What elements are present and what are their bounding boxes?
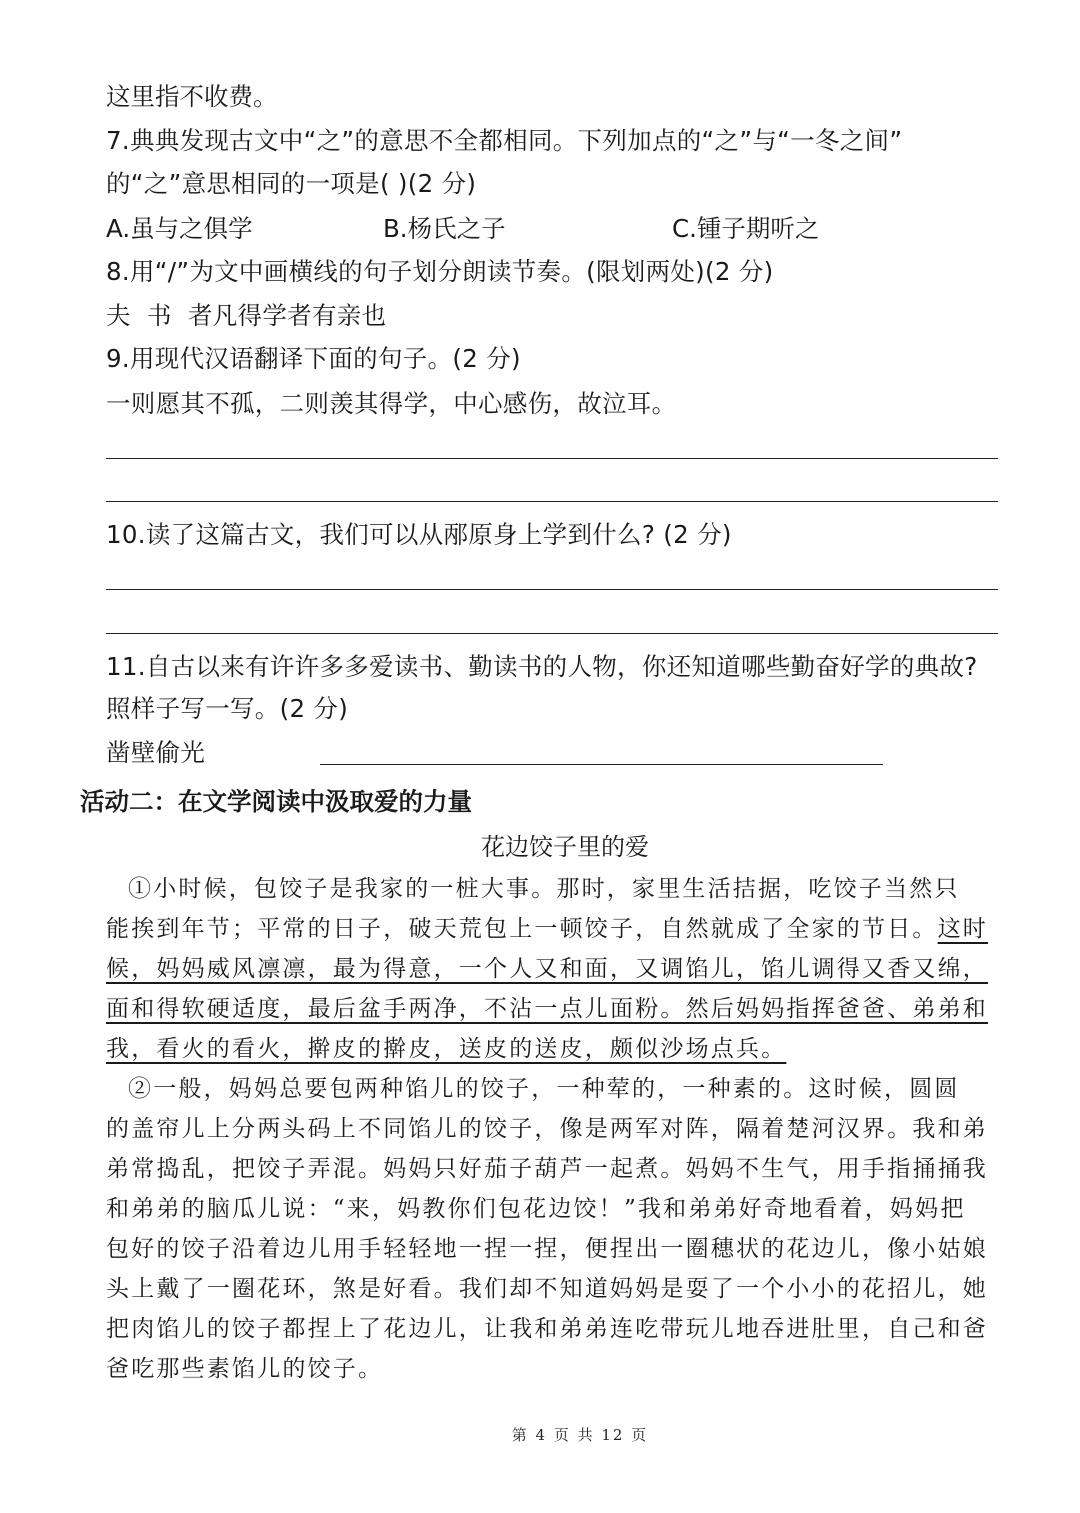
passage-p2-line-3: 弟常捣乱，把饺子弄混。妈妈只好茄子葫芦一起煮。妈妈不生气，用手指捅捅我 bbox=[106, 1156, 988, 1182]
passage-p1-underlined-line-5: 我，看火的看火，擀皮的擀皮，送皮的送皮，颇似沙场点兵。 bbox=[106, 1036, 787, 1062]
q10-answer-line-1[interactable] bbox=[106, 589, 998, 590]
q11-answer-line[interactable] bbox=[320, 764, 883, 765]
passage-p2-line-8: 爸吃那些素馅儿的饺子。 bbox=[106, 1356, 384, 1382]
activity-2-heading: 活动二：在文学阅读中汲取爱的力量 bbox=[80, 787, 472, 816]
passage-p2-line-7: 把肉馅儿的饺子都捏上了花边儿，让我和弟弟连吃带玩儿地吞进肚里，自己和爸 bbox=[106, 1316, 988, 1342]
passage-p1-underlined-start: 这时 bbox=[937, 916, 989, 942]
question-11-example: 凿壁偷光 bbox=[106, 738, 206, 767]
question-10-prompt: 10.读了这篇古文，我们可以从邴原身上学到什么? (2 分) bbox=[106, 520, 732, 549]
q9-answer-line-2[interactable] bbox=[106, 501, 998, 502]
passage-p2-line-2: 的盖帘儿上分两头码上不同馅儿的饺子，像是两军对阵，隔着楚河汉界。我和弟 bbox=[106, 1116, 988, 1142]
passage-p1-line-2-plain: 能挨到年节；平常的日子，破天荒包上一顿饺子，自然就成了全家的节日。 bbox=[106, 916, 938, 942]
question-9-sentence: 一则愿其不孤，二则羡其得学，中心感伤，故泣耳。 bbox=[106, 389, 677, 418]
previous-answer-text: 这里指不收费。 bbox=[106, 82, 278, 111]
passage-title: 花边饺子里的爱 bbox=[481, 833, 649, 861]
question-7-option-c: C.锺子期听之 bbox=[672, 214, 820, 243]
question-11-line-1: 11.自古以来有许许多多爱读书、勤读书的人物，你还知道哪些勤奋好学的典故? bbox=[106, 652, 978, 681]
passage-p1-line-2 bbox=[106, 912, 988, 946]
question-8-prompt: 8.用“/”为文中画横线的句子划分朗读节奏。(限划两处)(2 分) bbox=[106, 257, 774, 286]
question-7-option-b: B.杨氏之子 bbox=[383, 214, 506, 243]
passage-p2-line-5: 包好的饺子沿着边儿用手轻轻地一捏一捏，便捏出一圈穗状的花边儿，像小姑娘 bbox=[106, 1236, 988, 1262]
question-8-sentence: 夫 书 者凡得学者有亲也 bbox=[106, 301, 387, 330]
question-7-option-a: A.虽与之俱学 bbox=[106, 214, 253, 243]
question-7-line-1: 7.典典发现古文中“之”的意思不全都相同。下列加点的“之”与“一冬之间” bbox=[106, 126, 903, 155]
passage-p2-line-1: ②一般，妈妈总要包两种馅儿的饺子，一种荤的，一种素的。这时候，圆圆 bbox=[128, 1076, 960, 1102]
passage-p1-underlined-line-4: 面和得软硬适度，最后盆手两净，不沾一点儿面粉。然后妈妈指挥爸爸、弟弟和 bbox=[106, 996, 988, 1022]
page-number-footer: 第 4 页 共 12 页 bbox=[511, 1426, 649, 1444]
question-11-line-2: 照样子写一写。(2 分) bbox=[106, 694, 349, 723]
question-7-line-2: 的“之”意思相同的一项是( )(2 分) bbox=[106, 169, 477, 198]
passage-p2-line-6: 头上戴了一圈花环，煞是好看。我们却不知道妈妈是耍了一个小小的花招儿，她 bbox=[106, 1276, 988, 1302]
passage-p2-line-4: 和弟弟的脑瓜儿说：“来，妈教你们包花边饺！”我和弟弟好奇地看着，妈妈把 bbox=[106, 1196, 966, 1222]
question-9-prompt: 9.用现代汉语翻译下面的句子。(2 分) bbox=[106, 344, 521, 373]
passage-p1-line-1: ①小时候，包饺子是我家的一桩大事。那时，家里生活拮据，吃饺子当然只 bbox=[128, 876, 960, 902]
passage-p1-underlined-line-3: 候，妈妈威风凛凛，最为得意，一个人又和面，又调馅儿，馅儿调得又香又绵， bbox=[106, 956, 988, 982]
q9-answer-line-1[interactable] bbox=[106, 458, 998, 459]
q10-answer-line-2[interactable] bbox=[106, 633, 998, 634]
